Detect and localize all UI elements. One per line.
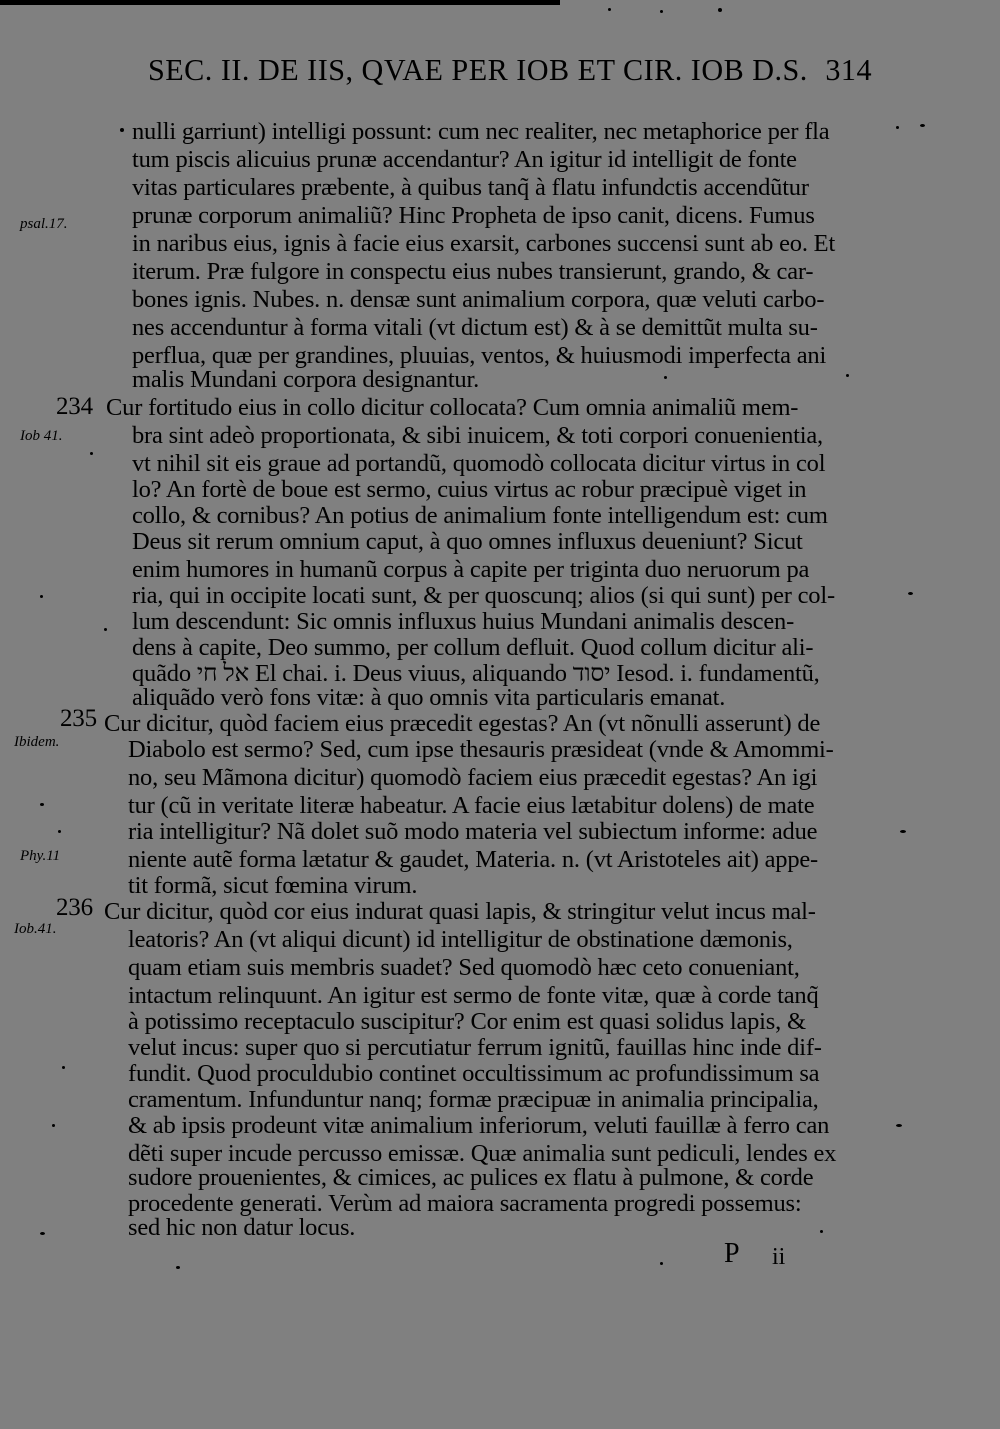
text-line: Cur fortitudo eius in collo dicitur collocata? Cum omnia animaliũ mem- (106, 394, 799, 421)
text-line: Deus sit rerum omnium caput, à quo omnes influxus deueniunt? Sicut (132, 528, 803, 555)
ink-speck (908, 592, 913, 595)
text-line: nulli garriunt) intelligi possunt: cum nec realiter, nec metaphorice per fla (132, 118, 830, 145)
ink-speck (660, 1262, 663, 1265)
text-line: cramentum. Infunduntur nanq; formæ præcipuæ in animalia principalia, (128, 1086, 819, 1113)
text-line: lo? An fortè de boue est sermo, cuius virtus ac robur præcipuè viget in (132, 476, 807, 503)
ink-speck (896, 126, 899, 129)
text-line: vt nihil sit eis graue ad portandũ, quomodò collocata dicitur virtus in col (132, 450, 826, 477)
text-line: collo, & cornibus? An potius de animalium fonte intelligendum est: cum (132, 502, 828, 529)
text-line: intactum relinquunt. An igitur est sermo de fonte vitæ, quæ à corde tanq̃ (128, 982, 819, 1009)
text-line: prunæ corporum animaliũ? Hinc Propheta de ipso canit, dicens. Fumus (132, 202, 815, 229)
section-number: 234 (56, 393, 93, 420)
ink-speck (920, 124, 925, 127)
ink-speck (718, 8, 722, 12)
ink-speck (660, 10, 663, 13)
margin-note-physica: Phy.11 (20, 848, 61, 864)
margin-note-psalm: psal.17. (20, 216, 68, 232)
text-line: malis Mundani corpora designantur. (132, 366, 480, 393)
text-line: dẽti super incude percusso emissæ. Quæ animalia sunt pediculi, lendes ex (128, 1140, 837, 1167)
section-number: 235 (60, 705, 97, 732)
ink-speck (40, 1232, 45, 1235)
signature-mark: P (724, 1238, 740, 1269)
ink-speck (900, 830, 906, 833)
text-line: dens à capite, Deo summo, per collum defluit. Quod collum dicitur ali- (132, 634, 814, 661)
folio-number: 314 (825, 52, 873, 87)
ink-speck (608, 8, 611, 11)
text-line: lum descendunt: Sic omnis influxus huius Mundani animalis descen- (132, 608, 795, 635)
ink-speck (62, 1066, 65, 1069)
top-rule (0, 0, 560, 5)
ink-speck (58, 830, 61, 833)
text-line: enim humores in humanũ corpus à capite per triginta duo neruorum pa (132, 556, 810, 583)
text-line: niente autẽ forma lætatur & gaudet, Materia. n. (vt Aristoteles ait) appe- (128, 846, 819, 873)
text-line: sudore prouenientes, & cimices, ac pulices ex flatu à pulmone, & corde (128, 1164, 814, 1191)
ink-speck (104, 628, 107, 631)
ink-speck (40, 803, 44, 806)
text-line: Cur dicitur, quòd cor eius indurat quasi lapis, & stringitur velut incus mal- (104, 898, 816, 925)
text-line: tur (cũ in veritate literæ habeatur. A facie eius lætabitur dolens) de mate (128, 792, 815, 819)
ink-speck (90, 452, 93, 455)
section-number: 236 (56, 894, 93, 921)
ink-speck (846, 374, 849, 377)
text-line: perflua, quæ per grandines, pluuias, ventos, & huiusmodi imperfecta ani (132, 342, 827, 369)
text-line: bra sint adeò proportionata, & sibi inuicem, & toti corpori conuenientia, (132, 422, 823, 449)
text-line: Diabolo est sermo? Sed, cum ipse thesauris præsideat (vnde & Amommi- (128, 736, 834, 763)
text-line: tum piscis alicuius prunæ accendantur? An igitur id intelligit de fonte (132, 146, 797, 173)
text-line: velut incus: super quo si percutiatur ferrum ignitũ, fauillas hinc inde dif- (128, 1034, 822, 1061)
margin-note-ibidem: Ibidem. (14, 734, 60, 750)
running-header (148, 52, 873, 96)
text-line: quãdo אל חי El chai. i. Deus viuus, aliquando יסוד Iesod. i. fundamentũ, (132, 660, 820, 687)
ink-speck (40, 595, 43, 598)
ink-speck (820, 1230, 823, 1233)
ink-speck (120, 128, 124, 132)
text-line: aliquãdo verò fons vitæ: à quo omnis vita particularis emanat. (132, 684, 726, 711)
margin-note-iob-41: Iob 41. (20, 428, 63, 444)
ink-speck (664, 376, 667, 379)
signature-number: ii (772, 1244, 786, 1270)
ink-speck (52, 1124, 55, 1127)
text-line: sed hic non datur locus. (128, 1214, 356, 1241)
text-line: in naribus eius, ignis à facie eius exarsit, carbones succensi sunt ab eo. Et (132, 230, 836, 257)
text-line: leatoris? An (vt aliqui dicunt) id intelligitur de obstinatione dæmonis, (128, 926, 793, 953)
text-line: & ab ipsis prodeunt vitæ animalium inferiorum, veluti fauillæ à ferro can (128, 1112, 830, 1139)
text-line: bones ignis. Nubes. n. densæ sunt animalium corpora, quæ veluti carbo- (132, 286, 825, 313)
text-line: Cur dicitur, quòd faciem eius præcedit egestas? An (vt nõnulli asserunt) de (104, 710, 821, 737)
ink-speck (176, 1266, 180, 1269)
margin-note-iob-41-b: Iob.41. (14, 921, 57, 937)
text-line: no, seu Mãmona dicitur) quomodò faciem eius præcedit egestas? An igi (128, 764, 818, 791)
text-line: ria, qui in occipite locati sunt, & per quoscunq; alios (si qui sunt) per col- (132, 582, 835, 609)
text-line: iterum. Præ fulgore in conspectu eius nubes transierunt, grando, & car- (132, 258, 814, 285)
running-title: SEC. II. DE IIS, QVAE PER IOB ET CIR. IOB D.S. (148, 52, 808, 87)
ink-speck (896, 1124, 902, 1127)
text-line: tit formã, sicut fœmina virum. (128, 872, 418, 899)
text-line: vitas particulares præbente, à quibus tanq̃ à flatu infundctis accendũtur (132, 174, 809, 201)
text-line: nes accenduntur à forma vitali (vt dictum est) & à se demittũt multa su- (132, 314, 818, 341)
text-line: ria intelligitur? Nã dolet suõ modo materia vel subiectum informe: adue (128, 818, 818, 845)
text-line: procedente generati. Verùm ad maiora sacramenta progredi possemus: (128, 1190, 802, 1217)
text-line: à potissimo receptaculo suscipitur? Cor enim est quasi solidus lapis, & (128, 1008, 806, 1035)
text-line: quam etiam suis membris suadet? Sed quomodò hæc ceto conueniant, (128, 954, 800, 981)
text-line: fundit. Quod proculdubio continet occultissimum ac profundissimum sa (128, 1060, 820, 1087)
